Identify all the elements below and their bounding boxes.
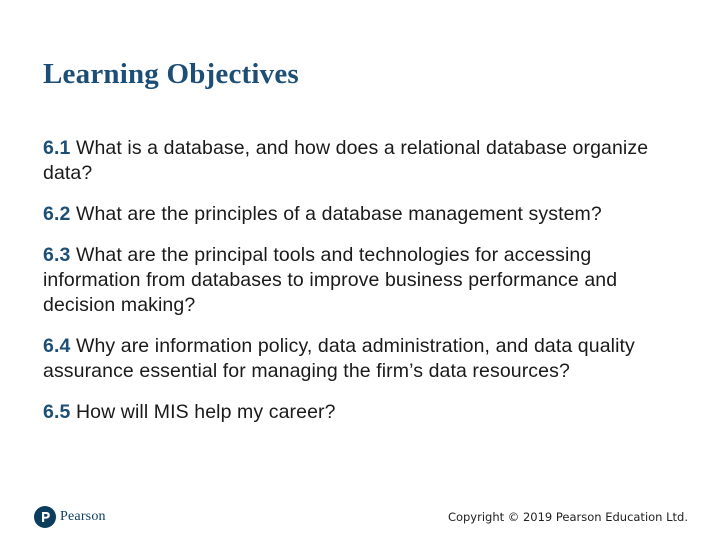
objective-number: 6.3 [43,244,71,266]
pearson-logo-text: Pearson [60,509,106,524]
objective-text: What are the principal tools and technologies for accessing information from databases to improve business performance and decision making? [43,244,618,316]
objective-item [43,400,683,425]
pearson-logo [34,505,106,529]
objective-number: 6.1 [43,137,71,159]
objective-item [43,202,683,227]
pearson-logo-icon [34,506,56,528]
slide-title: Learning Objectives [43,58,299,90]
objective-text: How will MIS help my career? [75,401,336,423]
objective-number: 6.4 [43,335,71,357]
objective-number: 6.2 [43,203,71,225]
objective-text: Why are information policy, data administration, and data quality assurance essential for managing the firm’s data resources? [43,335,635,382]
objective-item [43,334,683,384]
objective-item [43,243,683,318]
objective-text: What is a database, and how does a relational database organize data? [43,137,649,184]
objective-item [43,136,683,186]
objective-number: 6.5 [43,401,71,423]
objective-text: What are the principles of a database management system? [75,203,602,225]
objectives-list [43,136,683,441]
copyright-notice: Copyright © 2019 Pearson Education Ltd. [447,510,688,524]
